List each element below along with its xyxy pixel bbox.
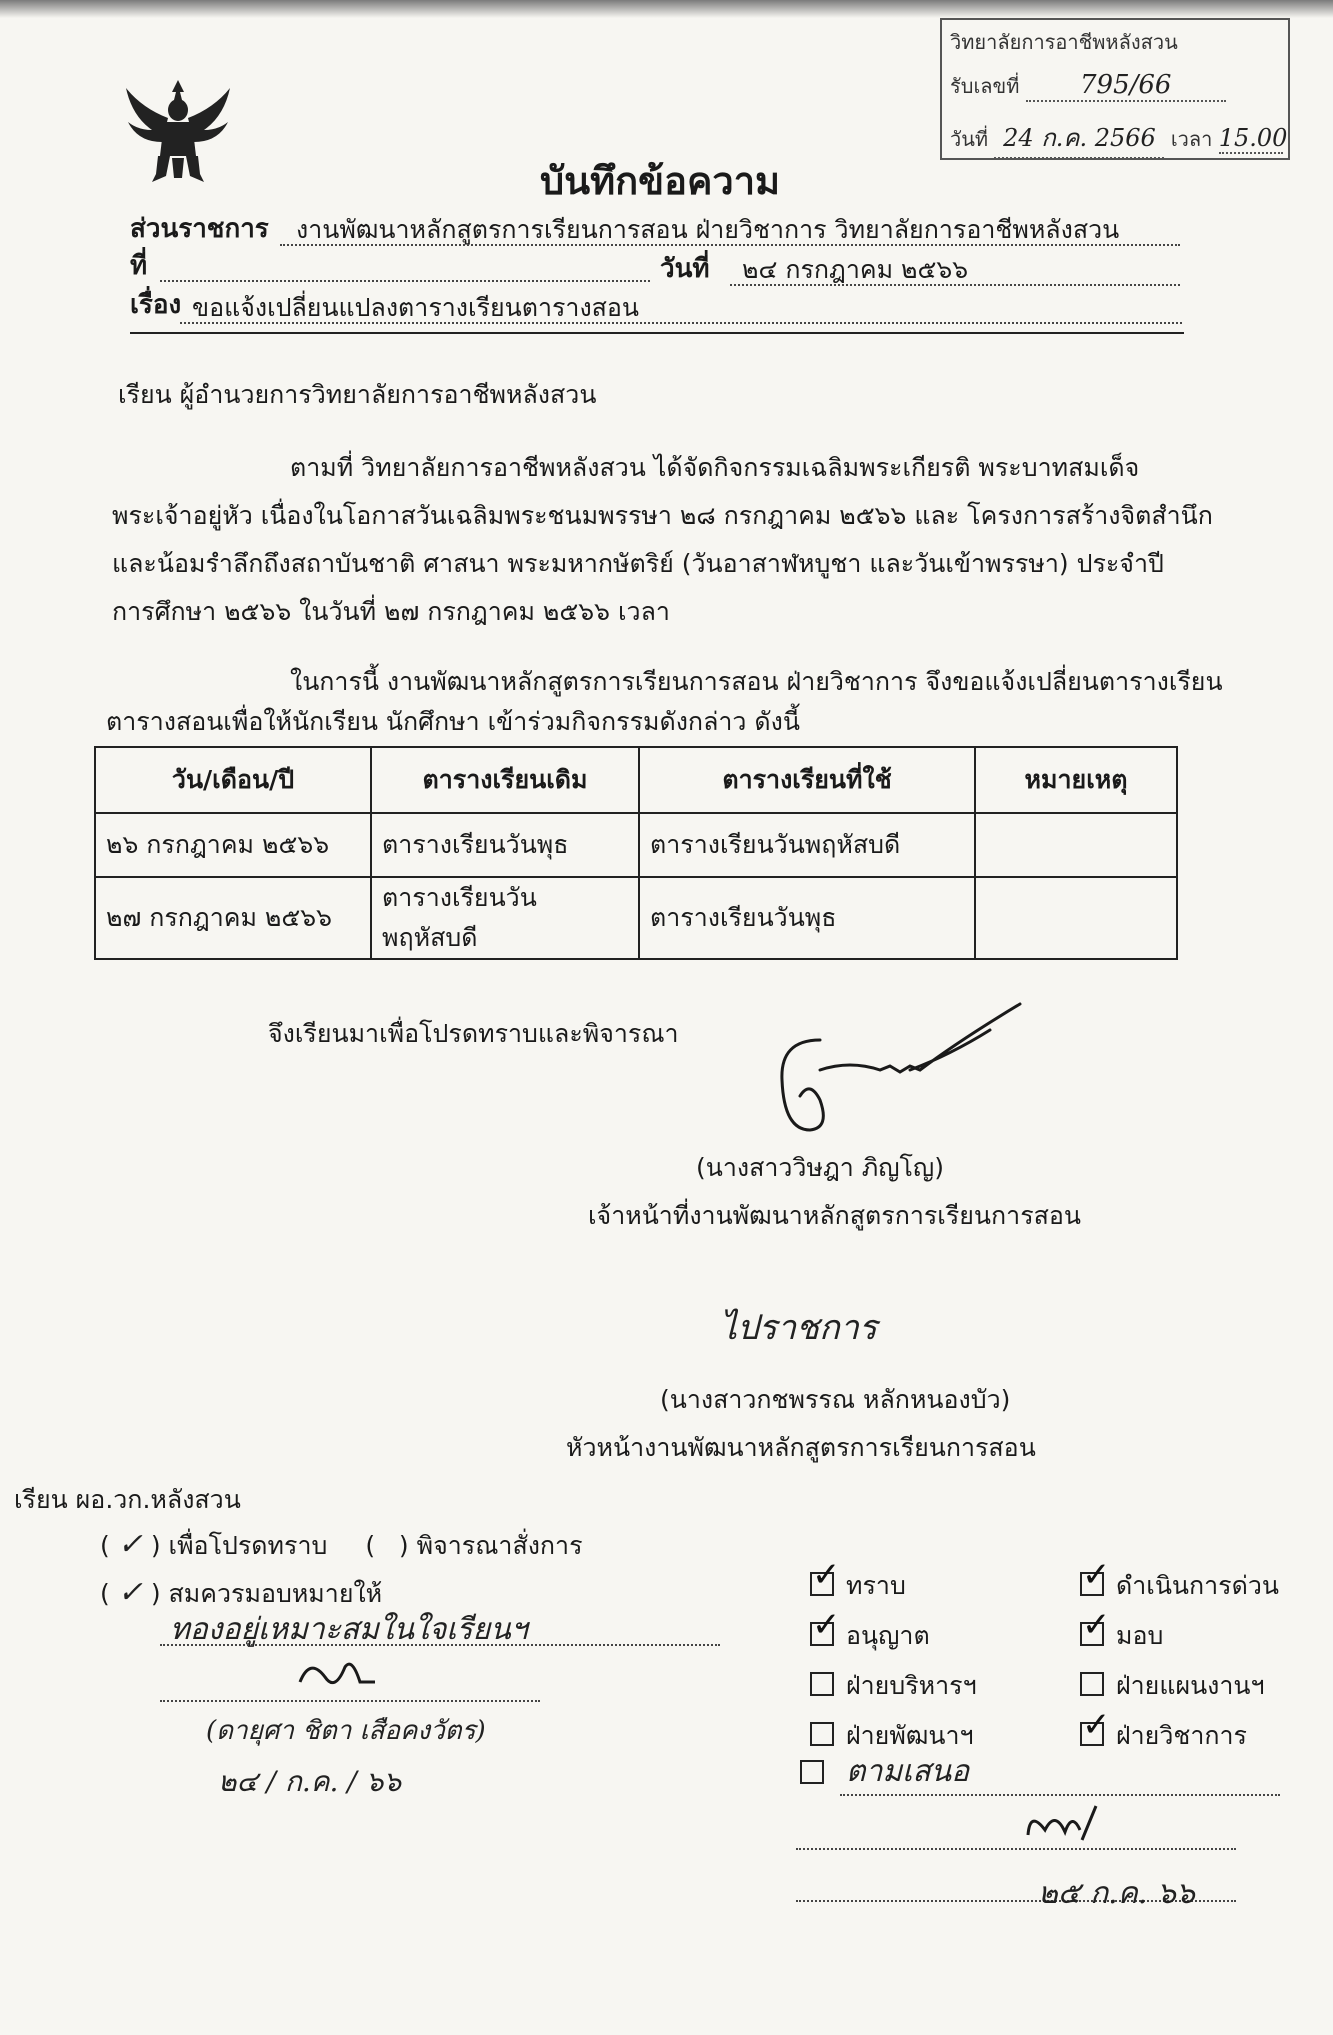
stamp-number-value: 795/66 — [1026, 70, 1226, 102]
scan-shadow — [0, 0, 1333, 18]
agency-value: งานพัฒนาหลักสูตรการเรียนการสอน ฝ่ายวิชาการ วิทยาลัยการอาชีพหลังสวน — [296, 215, 1120, 244]
checkbox-label: ฝ่ายพัฒนาฯ — [846, 1721, 974, 1750]
endorse-dotline-1 — [160, 1644, 720, 1646]
endorse-option-3: ( ✓ ) สมควรมอบหมายให้ — [100, 1575, 383, 1610]
table-row — [95, 877, 1177, 959]
para1-line4: การศึกษา ๒๕๖๖ ในวันที่ ๒๗ กรกฎาคม ๒๕๖๖ เวลา — [112, 597, 670, 626]
cell-date: ๒๖ กรกฎาคม ๒๕๖๖ — [95, 813, 371, 877]
stamp-date-value: 24 ก.ค. 2566 — [994, 118, 1164, 159]
para2-line1: ในการนี้ งานพัฒนาหลักสูตรการเรียนการสอน ฝ่ายวิชาการ จึงขอแจ้งเปลี่ยนตารางเรียน — [290, 667, 1223, 696]
option-label: พิจารณาสั่งการ — [416, 1531, 583, 1560]
checkbox-6[interactable] — [1080, 1672, 1104, 1696]
cell-date: ๒๗ กรกฎาคม ๒๕๖๖ — [95, 877, 371, 959]
subject-label: เรื่อง — [130, 290, 182, 320]
checkbox-label: ฝ่ายบริหารฯ — [846, 1671, 977, 1700]
cell-old: ตารางเรียนวันพฤหัสบดี — [371, 877, 639, 959]
option-label: เพื่อโปรดทราบ — [168, 1531, 328, 1560]
agency-dotline — [280, 244, 1180, 246]
ref-label: ที่ — [130, 251, 148, 281]
signer2-name: (นางสาวกชพรรณ หลักหนองบัว) — [660, 1385, 1011, 1414]
signer2-position: หัวหน้างานพัฒนาหลักสูตรการเรียนการสอน — [566, 1433, 1036, 1462]
para1-line2: พระเจ้าอยู่หัว เนื่องในโอกาสวันเฉลิมพระชนมพรรษา ๒๘ กรกฎาคม ๒๕๖๖ และ โครงการสร้างจิตสำนึก — [112, 501, 1213, 530]
col-remark: หมายเหตุ — [975, 747, 1177, 813]
stamp-time-label: เวลา — [1170, 127, 1213, 151]
salutation: เรียน ผู้อำนวยการวิทยาลัยการอาชีพหลังสวน — [118, 380, 597, 409]
checkbox-5[interactable] — [810, 1672, 834, 1696]
stamp-date-label: วันที่ — [950, 127, 989, 151]
signer1-position: เจ้าหน้าที่งานพัฒนาหลักสูตรการเรียนการสอน — [588, 1201, 1081, 1230]
director-dotline-1 — [840, 1794, 1280, 1796]
cell-new: ตารางเรียนวันพฤหัสบดี — [639, 813, 975, 877]
director-other-hand: ตามเสนอ — [846, 1754, 970, 1789]
agency-label: ส่วนราชการ — [130, 214, 269, 244]
endorse-signature — [290, 1652, 380, 1702]
closing-line: จึงเรียนมาเพื่อโปรดทราบและพิจารณา — [268, 1019, 679, 1048]
director-hand-date: ๒๕ ก.ค. ๖๖ — [1038, 1876, 1195, 1911]
cell-old: ตารางเรียนวันพุธ — [371, 813, 639, 877]
endorse-option-1: ( ✓ ) เพื่อโปรดทราบ ( ) พิจารณาสั่งการ — [100, 1527, 583, 1562]
schedule-table — [94, 746, 1178, 960]
date-dotline — [730, 284, 1180, 286]
checkbox-7[interactable] — [810, 1722, 834, 1746]
checkbox-label: อนุญาต — [846, 1621, 930, 1650]
endorse-salutation: เรียน ผอ.วก.หลังสวน — [14, 1485, 241, 1514]
check-mark-icon: ✓ — [812, 1555, 841, 1595]
check-mark-icon: ✓ — [117, 1575, 143, 1610]
endorse-hand-name: (ดายุศา ชิตา เสือคงวัตร) — [206, 1716, 486, 1746]
header-rule — [130, 332, 1184, 334]
signature-1 — [760, 1000, 1030, 1140]
check-mark-icon: ✓ — [1082, 1555, 1111, 1595]
check-mark-icon: ✓ — [1082, 1705, 1111, 1745]
table-row — [95, 813, 1177, 877]
ref-dotline — [160, 280, 650, 282]
col-date: วัน/เดือน/ปี — [95, 747, 371, 813]
subject-dotline — [180, 322, 1182, 324]
check-mark-icon: ✓ — [1082, 1605, 1111, 1645]
para1-line3: และน้อมรำลึกถึงสถาบันชาติ ศาสนา พระมหากษัตริย์ (วันอาสาฬหบูชา และวันเข้าพรรษา) ประจำปี — [112, 549, 1164, 578]
garuda-emblem-icon — [122, 78, 234, 188]
checkbox-label: ดำเนินการด่วน — [1116, 1571, 1279, 1600]
receipt-stamp — [940, 18, 1290, 160]
director-signature — [1020, 1800, 1100, 1850]
check-mark-icon: ✓ — [812, 1605, 841, 1645]
endorse-hand-date: ๒๔ / ก.ค. / ๖๖ — [218, 1765, 402, 1798]
checkbox-label: ฝ่ายวิชาการ — [1116, 1721, 1247, 1750]
director-dotline-2 — [796, 1848, 1236, 1850]
table-header-row — [95, 747, 1177, 813]
col-old-schedule: ตารางเรียนเดิม — [371, 747, 639, 813]
stamp-college: วิทยาลัยการอาชีพหลังสวน — [950, 30, 1178, 54]
checkbox-label: ทราบ — [846, 1571, 906, 1600]
para2-line2: ตารางสอนเพื่อให้นักเรียน นักศึกษา เข้าร่วมกิจกรรมดังกล่าว ดังนี้ — [106, 707, 800, 736]
date-label: วันที่ — [660, 254, 710, 284]
col-new-schedule: ตารางเรียนที่ใช้ — [639, 747, 975, 813]
option-label: สมควรมอบหมายให้ — [168, 1579, 383, 1608]
stamp-number-label: รับเลขที่ — [950, 74, 1020, 98]
signer2-handwritten: ไปราชการ — [720, 1308, 878, 1348]
check-mark-icon: ✓ — [117, 1527, 143, 1562]
para1-line1: ตามที่ วิทยาลัยการอาชีพหลังสวน ได้จัดกิจกรรมเฉลิมพระเกียรติ พระบาทสมเด็จ — [290, 453, 1140, 482]
checkbox-label: มอบ — [1116, 1621, 1164, 1650]
endorse-hand-line1: ทองอยู่เหมาะสมในใจเรียนฯ — [170, 1612, 528, 1647]
cell-remark — [975, 877, 1177, 959]
endorse-dotline-2 — [160, 1700, 540, 1702]
memo-title: บันทึกข้อความ — [540, 159, 781, 203]
cell-remark — [975, 813, 1177, 877]
signer1-name: (นางสาววิษฎา ภิญโญ) — [696, 1153, 944, 1182]
subject-value: ขอแจ้งเปลี่ยนแปลงตารางเรียนตารางสอน — [192, 293, 640, 322]
date-value: ๒๔ กรกฎาคม ๒๕๖๖ — [742, 255, 969, 284]
stamp-time-value: 15.00 — [1218, 124, 1288, 152]
cell-new: ตารางเรียนวันพุธ — [639, 877, 975, 959]
checkbox-label: ฝ่ายแผนงานฯ — [1116, 1671, 1265, 1700]
checkbox-other[interactable] — [800, 1760, 824, 1784]
